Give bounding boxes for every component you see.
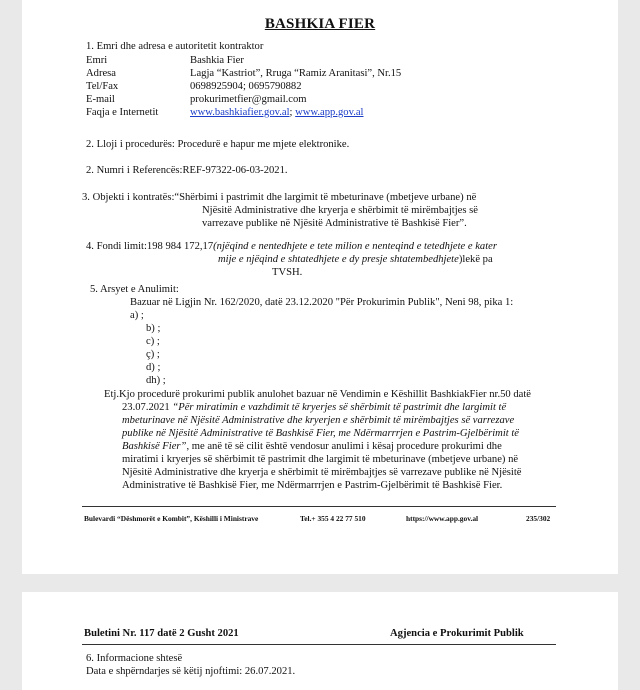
header-divider (82, 644, 556, 645)
contact-key-email: E-mail (86, 94, 115, 105)
contact-value-telfax: 0698925904; 0695790882 (190, 81, 302, 92)
contact-value-website (190, 106, 364, 119)
section-5-fund-line1 (86, 240, 497, 253)
section-1-heading: 1. Emri dhe adresa e autoritetit kontraktor (86, 41, 264, 52)
contact-value-address: Lagja “Kastriot”, Rruga “Ramiz Aranitasi”, Nr.15 (190, 68, 402, 79)
contact-key-address: Adresa (86, 68, 117, 79)
section-4-object-line1: 3. Objekti i kontratës:“Shërbimi i pastrimit dhe largimit të mbeturinave (mbetjeve urbane) në (82, 192, 477, 203)
section-5-fund-line3: TVSH. (272, 267, 303, 278)
fund-limit-words-2: mije e njëqind e shtatedhjete e dy presje shtatembedhjete (218, 254, 459, 265)
agency-header: Agjencia e Prokurimit Publik (390, 628, 524, 639)
contact-value-name: Bashkia Fier (190, 55, 244, 66)
document-page-1 (22, 0, 618, 574)
section-6-heading: 5. Arsyet e Anulimit: (90, 284, 179, 295)
footer-divider (82, 506, 556, 507)
section-5-fund-line2 (218, 253, 493, 266)
etj-line-7: Njësitë Administrative dhe kryerja e shërbimit të mirëmbajtjes së varrezave publike në Njësitë (122, 467, 522, 478)
annulment-item-a: a) ; (130, 310, 144, 321)
decision-date: 23.07.2021 (122, 402, 173, 413)
decision-title-end: Bashkisë Fier” (122, 441, 187, 452)
fund-limit-suffix: )lekë pa (458, 254, 493, 265)
annulment-item-c: c) ; (146, 336, 160, 347)
section-4-object-line2: Njësitë Administrative dhe kryerja e shërbimit të mirëmbajtjes së (202, 205, 478, 216)
etj-line-6: miratimi i kryerjes së shërbimit të pastrimit dhe largimit të mbeturinave (mbetjeve urbane) në (122, 454, 519, 465)
annulment-item-dh: dh) ; (146, 375, 166, 386)
document-page-2 (22, 592, 618, 690)
annulment-item-d: d) ; (146, 362, 161, 373)
footer-url[interactable]: https://www.app.gov.al (406, 514, 479, 523)
bulletin-header: Buletini Nr. 117 datë 2 Gusht 2021 (84, 628, 239, 639)
bashkia-website-link[interactable]: www.bashkiafier.gov.al (190, 107, 290, 118)
etj-line-2 (122, 401, 506, 414)
footer-address: Bulevardi “Dëshmorët e Kombit”, Këshilli i Ministrave (84, 514, 259, 523)
contact-key-telfax: Tel/Fax (86, 81, 119, 92)
footer-page-number: 235/302 (526, 514, 551, 523)
contact-value-email: prokurimetfier@gmail.com (190, 94, 307, 105)
etj-line-5-rest: , me anë të së cilit është vendosur anulimi i kësaj procedure prokurimi dhe (186, 441, 502, 452)
etj-line-1: Etj.Kjo procedurë prokurimi publik anulohet bazuar në Vendimin e Këshillit BashkiakFier nr.50 datë (104, 389, 531, 400)
etj-line-4: publike në Njësitë Administrative të Bashkisë Fier, me Ndërmarrrjen e Pastrim-Gjelbërimit të (122, 428, 520, 439)
etj-line-5 (122, 440, 502, 453)
app-website-link[interactable]: www.app.gov.al (295, 107, 364, 118)
section-4-object-line3: varrezave publike në Njësitë Administrative të Bashkisë Fier”. (202, 218, 467, 229)
fund-limit-amount: 4. Fondi limit:198 984 172,17 (86, 241, 214, 252)
section-7-heading: 6. Informacione shtesë (86, 653, 183, 664)
footer-phone: Tel.+ 355 4 22 77 510 (300, 514, 366, 523)
section-6-basis: Bazuar në Ligjin Nr. 162/2020, datë 23.12.2020 "Për Prokurimin Publik", Neni 98, pika 1: (130, 297, 514, 308)
fund-limit-words-1: (njëqind e nentedhjete e tete milion e nenteqind e tetedhjete e kater (213, 241, 497, 252)
etj-line-8: Administrative të Bashkisë Fier, me Ndërmarrrjen e Pastrim-Gjelbërimit të Bashkisë Fier. (122, 480, 503, 491)
contact-key-website: Faqja e Internetit (86, 107, 159, 118)
section-3-reference: 2. Numri i Referencës:REF-97322-06-03-2021. (86, 165, 288, 176)
annulment-item-cc: ç) ; (146, 349, 160, 360)
publication-date: Data e shpërndarjes së këtij njoftimi: 26.07.2021. (86, 666, 296, 677)
document-title: BASHKIA FIER (264, 16, 376, 32)
annulment-item-b: b) ; (146, 323, 161, 334)
etj-line-3: mbeturinave në Njësitë Administrative dhe kryerjen e shërbimit të mirëmbajtjes së varrezave (122, 415, 515, 426)
contact-key-name: Emri (86, 55, 108, 66)
section-2-procedure-type: 2. Lloji i procedurës: Procedurë e hapur me mjete elektronike. (86, 139, 350, 150)
decision-title-part-1: “Për miratimin e vazhdimit të kryerjes së shërbimit të pastrimit dhe largimit të (172, 402, 507, 413)
website-separator: ; (289, 107, 296, 118)
